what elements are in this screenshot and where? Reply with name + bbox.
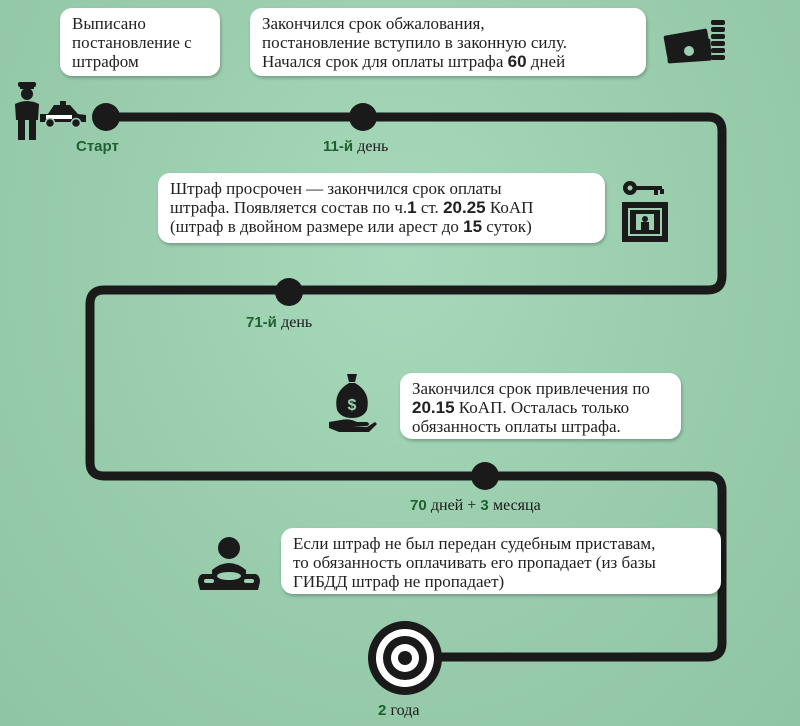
bubble-70d-article-num: 20.15	[412, 398, 455, 417]
bubble-day-11-days-word: дней	[526, 52, 566, 71]
money-stack-icon	[663, 14, 729, 68]
bubble-start	[60, 8, 220, 76]
bubble-day-11-days-num: 60	[507, 52, 527, 71]
bubble-day-71-line-2-c: КоАП	[485, 198, 534, 217]
bubble-day-11-line-3-text: Начался срок для оплаты штрафа	[262, 52, 508, 71]
bubble-day-71-line-2-a: штрафа. Появляется состав по ч.	[170, 198, 408, 217]
bubble-2-years	[281, 528, 721, 594]
bubble-day-11-line-3	[262, 52, 634, 71]
bubble-day-71-line-2-b: ст.	[416, 198, 444, 217]
money-bag-hand-icon	[327, 372, 377, 436]
bubble-70d-line-2-text: КоАП. Осталась только	[454, 398, 630, 417]
label-2-years-word: года	[390, 702, 420, 719]
jail-key-icon	[620, 180, 670, 244]
target-icon	[367, 620, 443, 696]
timeline-dot-70d-3m	[471, 462, 499, 490]
bubble-day-71-line-3-a: (штраф в двойном размере или арест до	[170, 217, 464, 236]
label-day-11-word: день	[357, 138, 389, 155]
bubble-start-line-3: штрафом	[72, 52, 139, 71]
label-2-years-num: 2	[378, 702, 387, 719]
bubble-day-11-line-1: Закончился срок обжалования,	[262, 14, 485, 33]
bubble-2-years-line-1: Если штраф не был передан судебным приставам,	[293, 534, 656, 553]
label-start-text: Старт	[76, 138, 119, 155]
bubble-start-line-2: постановление с	[72, 33, 192, 52]
label-day-71	[246, 314, 312, 332]
bubble-day-71-line-3	[170, 217, 593, 236]
label-day-71-word: день	[281, 314, 313, 331]
bubble-day-71-days-num: 15	[463, 217, 483, 236]
bubble-2-years-line-2: то обязанность оплачивать его пропадает (из базы	[293, 553, 656, 572]
bubble-70d-3m	[400, 373, 681, 439]
bubble-day-71-article-num: 20.25	[443, 198, 486, 217]
label-70d-mid: дней +	[430, 497, 477, 514]
label-start	[76, 138, 119, 155]
bubble-day-71-part-num: 1	[407, 198, 417, 217]
label-70d-3m	[410, 497, 541, 515]
bubble-day-11	[250, 8, 646, 76]
bubble-day-11-line-2: постановление вступило в законную силу.	[262, 33, 568, 52]
label-day-11-num: 11-й	[323, 138, 354, 155]
label-2-years	[378, 702, 419, 720]
timeline-dot-day-11	[349, 103, 377, 131]
bubble-day-71-line-3-b: суток)	[482, 217, 532, 236]
bubble-start-line-1: Выписано	[72, 14, 146, 33]
bubble-2-years-line-3: ГИБДД штраф не пропадает)	[293, 572, 505, 591]
bubble-day-71	[158, 173, 605, 243]
bubble-day-71-line-2	[170, 198, 593, 217]
timeline-dot-day-71	[275, 278, 303, 306]
bubble-70d-line-2	[412, 398, 669, 417]
bubble-day-71-line-1: Штраф просрочен — закончился срок оплаты	[170, 179, 502, 198]
label-day-11	[323, 138, 388, 156]
bubble-70d-line-1: Закончился срок привлечения по	[412, 379, 650, 398]
label-day-71-num: 71-й	[246, 314, 277, 331]
label-3m-word: месяца	[492, 497, 541, 514]
bubble-70d-line-3: обязанность оплаты штрафа.	[412, 417, 621, 436]
timeline-dot-start	[92, 103, 120, 131]
svg-text:$: $	[347, 397, 357, 414]
person-car-icon	[198, 536, 260, 592]
police-car-icon	[38, 100, 88, 128]
label-3m-num: 3	[480, 497, 489, 514]
label-70d-num: 70	[410, 497, 427, 514]
